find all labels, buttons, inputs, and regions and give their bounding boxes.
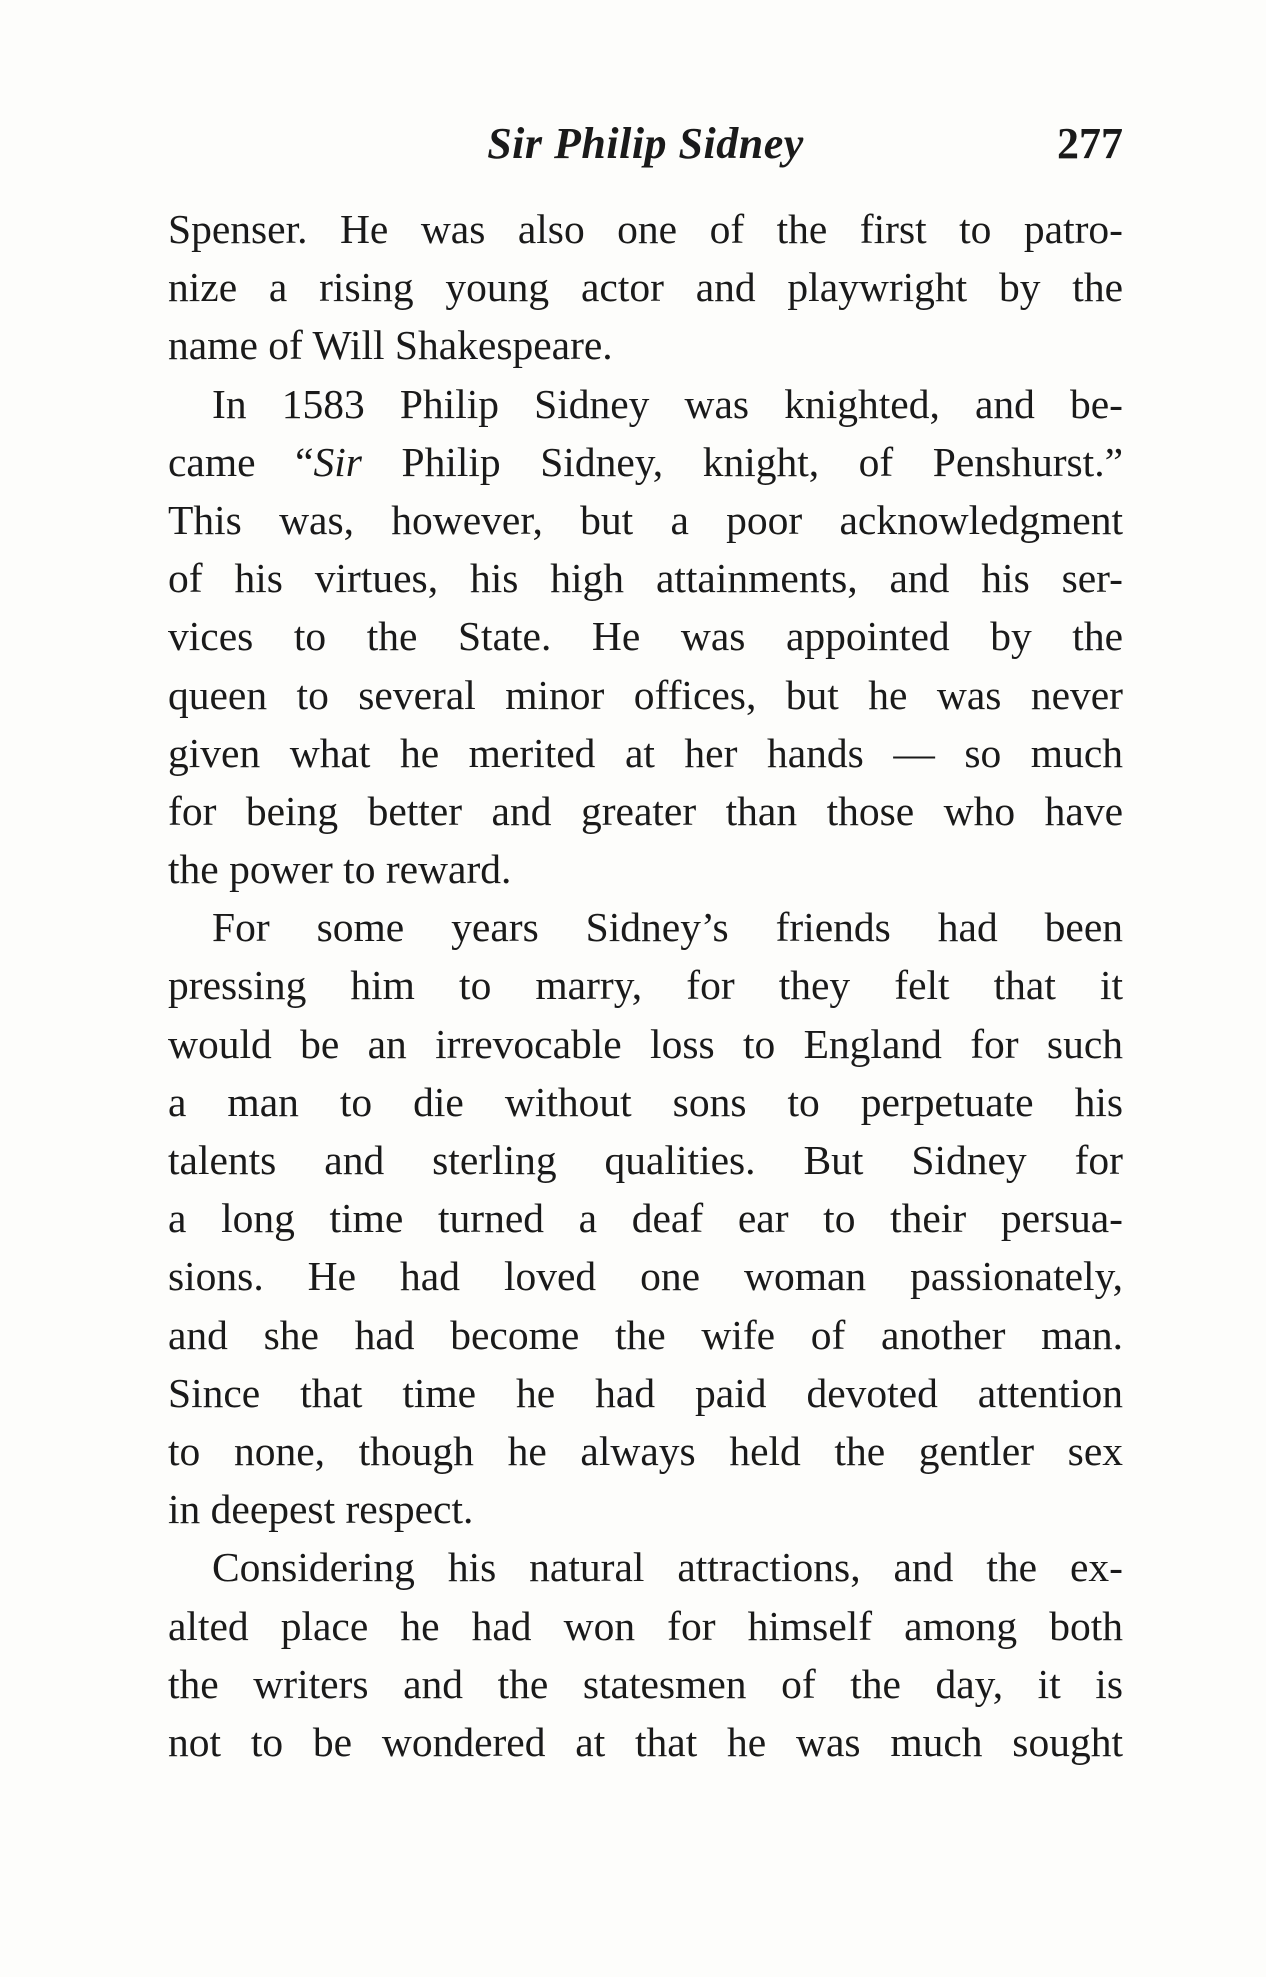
text-line: Considering his natural attractions, and the ex-	[212, 1544, 1123, 1591]
text-line: for being better and greater than those who have	[168, 787, 1123, 834]
text-line: in deepest respect.	[168, 1486, 474, 1533]
text-line	[168, 433, 1123, 491]
text-line: and she had become the wife of another man.	[168, 1311, 1123, 1358]
running-title: Sir Philip Sidney	[487, 119, 804, 168]
text-line: name of Will Shakespeare.	[168, 322, 613, 369]
text-line: For some years Sidney’s friends had been	[212, 904, 1123, 951]
text-run: Philip Sidney, knight, of Penshurst.”	[361, 438, 1123, 485]
text-line: not to be wondered at that he was much sought	[168, 1718, 1123, 1765]
text-line: to none, though he always held the gentler sex	[168, 1427, 1123, 1474]
text-line: the writers and the statesmen of the day, it is	[168, 1660, 1123, 1707]
text-line: talents and sterling qualities. But Sidney for	[168, 1137, 1123, 1183]
text-line: given what he merited at her hands — so much	[168, 729, 1123, 776]
italic-word: Sir	[313, 438, 362, 485]
text-line: vices to the State. He was appointed by the	[168, 613, 1123, 660]
running-head	[168, 118, 1123, 178]
text-line: This was, however, but a poor acknowledgment	[168, 496, 1123, 543]
text-line: of his virtues, his high attainments, and his ser-	[168, 555, 1123, 602]
text-run: came “	[168, 438, 314, 485]
text-line: nize a rising young actor and playwright by the	[168, 264, 1123, 311]
text-line: a long time turned a deaf ear to their persua-	[168, 1195, 1123, 1242]
text-line: alted place he had won for himself among both	[168, 1602, 1123, 1649]
text-line: would be an irrevocable loss to England for such	[168, 1020, 1123, 1067]
text-line: sions. He had loved one woman passionately,	[168, 1253, 1123, 1300]
text-line: Spenser. He was also one of the first to patro-	[168, 206, 1123, 252]
text-line: a man to die without sons to perpetuate his	[168, 1078, 1123, 1125]
text-line: the power to reward.	[168, 846, 512, 893]
text-line: pressing him to marry, for they felt that it	[168, 962, 1123, 1009]
page-number: 277	[1057, 119, 1123, 168]
text-line: In 1583 Philip Sidney was knighted, and be-	[212, 380, 1123, 427]
body-text	[168, 200, 1123, 1771]
text-line: Since that time he had paid devoted attention	[168, 1369, 1123, 1416]
text-line: queen to several minor offices, but he was never	[168, 671, 1123, 718]
